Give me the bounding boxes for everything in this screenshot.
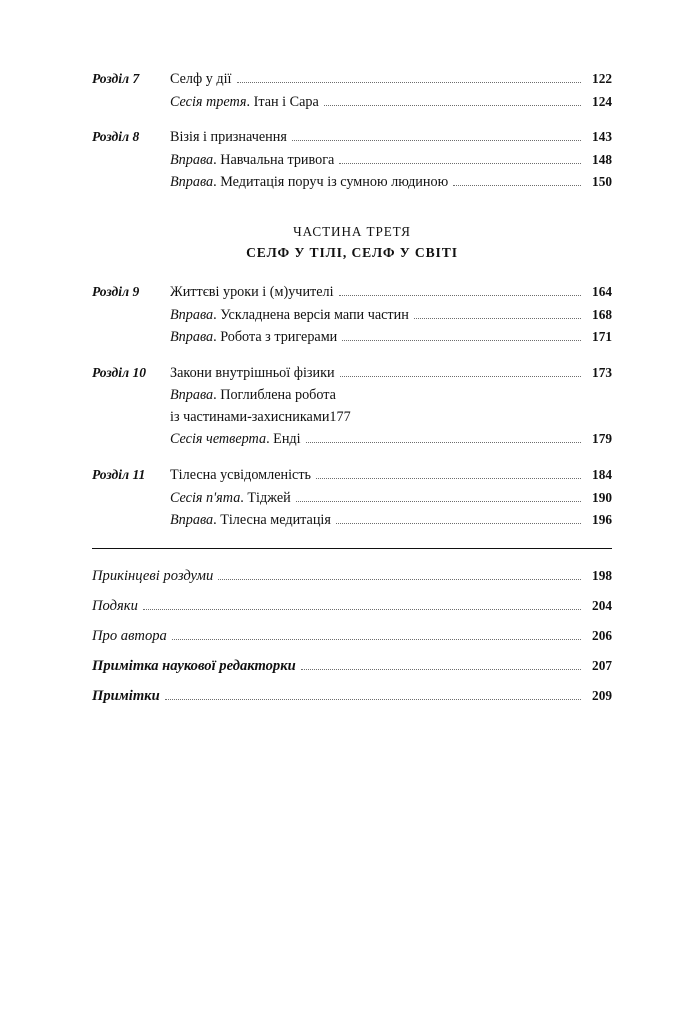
section-divider bbox=[92, 548, 612, 549]
chapter-number: Розділ 11 bbox=[92, 467, 146, 483]
part-heading-line1: ЧАСТИНА ТРЕТЯ bbox=[293, 223, 411, 239]
subentry-rest: . Тіджей bbox=[240, 489, 291, 506]
chapter-title: Селф у дії bbox=[170, 71, 232, 87]
subentry-emphasis: Вправа bbox=[170, 512, 214, 529]
page-number: 179 bbox=[592, 431, 612, 447]
toc-chapter-row bbox=[92, 362, 612, 385]
back-matter-row bbox=[92, 561, 612, 591]
part-heading bbox=[92, 224, 612, 261]
leader-dots bbox=[301, 669, 581, 670]
subentry-emphasis: Вправа bbox=[170, 174, 214, 191]
leader-dots bbox=[296, 501, 581, 502]
leader-dots bbox=[143, 609, 581, 610]
leader-dots bbox=[316, 478, 581, 479]
page-number: 207 bbox=[592, 657, 612, 673]
toc-group-chapter-7 bbox=[92, 68, 612, 113]
subentry-rest: . Медитація поруч із сумною людиною bbox=[213, 174, 449, 191]
chapter-title: Закони внутрішньої фізики bbox=[170, 364, 335, 381]
leader-dots bbox=[336, 523, 581, 524]
leader-dots bbox=[340, 376, 581, 377]
toc-group-chapter-9 bbox=[92, 281, 612, 349]
back-matter-row bbox=[92, 651, 612, 681]
toc-subentry-row bbox=[92, 509, 612, 532]
toc-subentry-row bbox=[92, 384, 612, 428]
toc-chapter-row bbox=[92, 281, 612, 304]
toc-chapter-row bbox=[92, 464, 612, 487]
page-number: 168 bbox=[592, 306, 612, 322]
leader-dots bbox=[218, 579, 581, 580]
chapter-number: Розділ 9 bbox=[92, 283, 140, 299]
subentry-emphasis: Сесія п'ята bbox=[170, 489, 241, 506]
page-number: 206 bbox=[592, 627, 612, 643]
subentry-label bbox=[170, 428, 301, 451]
page-number: 171 bbox=[592, 329, 612, 345]
page-number: 164 bbox=[592, 283, 612, 299]
subentry-rest: . Навчальна тривога bbox=[213, 151, 335, 168]
subentry-emphasis: Вправа bbox=[170, 151, 214, 168]
subentry-emphasis: Вправа bbox=[170, 306, 214, 323]
leader-dots bbox=[453, 185, 581, 186]
subentry-emphasis: Сесія четверта bbox=[170, 431, 267, 448]
leader-dots bbox=[342, 340, 581, 341]
leader-dots bbox=[172, 639, 581, 640]
subentry-label bbox=[170, 304, 409, 327]
leader-dots bbox=[339, 163, 581, 164]
subentry-label bbox=[170, 171, 448, 194]
toc-chapter-row bbox=[92, 68, 612, 91]
chapter-title: Тілесна усвідомленість bbox=[170, 467, 312, 484]
toc-subentry-row bbox=[92, 487, 612, 510]
subentry-label bbox=[170, 487, 291, 510]
chapter-number: Розділ 8 bbox=[92, 129, 140, 145]
toc-subentry-row bbox=[92, 149, 612, 172]
subentry-rest: . Ітан і Сара bbox=[246, 93, 319, 110]
chapter-number: Розділ 10 bbox=[92, 364, 147, 380]
page-number: 184 bbox=[592, 467, 612, 483]
subentry-label bbox=[170, 509, 331, 532]
leader-dots bbox=[339, 295, 581, 296]
chapter-title: Візія і призначення bbox=[170, 129, 287, 146]
toc-subentry-row bbox=[92, 326, 612, 349]
subentry-rest: . Енді bbox=[266, 431, 301, 448]
back-matter-row bbox=[92, 681, 612, 711]
page-number: 190 bbox=[592, 489, 612, 505]
subentry-rest: . Робота з тригерами bbox=[213, 329, 338, 346]
page-number: 124 bbox=[592, 93, 612, 109]
page-number: 150 bbox=[592, 174, 612, 190]
page-number: 198 bbox=[592, 567, 612, 583]
back-matter-row bbox=[92, 591, 612, 621]
subentry-emphasis: Вправа bbox=[170, 329, 214, 346]
toc-group-chapter-8 bbox=[92, 126, 612, 194]
leader-dots bbox=[165, 699, 581, 700]
toc-subentry-row bbox=[92, 171, 612, 194]
leader-dots bbox=[292, 140, 581, 141]
subentry-rest: . Тілесна медитація bbox=[213, 512, 331, 529]
back-matter-label: Примітка наукової редакторки bbox=[92, 657, 296, 674]
toc-chapter-row bbox=[92, 126, 612, 149]
subentry-emphasis: Сесія третя bbox=[170, 93, 247, 110]
toc-group-chapter-11 bbox=[92, 464, 612, 532]
subentry-continuation: із частинами-захисниками bbox=[170, 408, 330, 425]
back-matter-label: Про автора bbox=[92, 627, 167, 644]
table-of-contents bbox=[92, 68, 612, 711]
subentry-line2 bbox=[170, 407, 612, 429]
back-matter-label: Прикінцеві роздуми bbox=[92, 567, 214, 584]
subentry-line1 bbox=[170, 384, 612, 407]
subentry-emphasis: Вправа bbox=[170, 387, 214, 404]
subentry-rest: . Поглиблена робота bbox=[213, 387, 336, 404]
page-number: 204 bbox=[592, 597, 612, 613]
page-number: 122 bbox=[592, 71, 612, 86]
subentry-label bbox=[170, 149, 334, 172]
back-matter-label: Примітки bbox=[92, 687, 160, 704]
page-number: 177 bbox=[329, 408, 351, 425]
page-number: 173 bbox=[592, 364, 612, 380]
page-number: 196 bbox=[592, 512, 612, 528]
subentry-label bbox=[170, 326, 337, 349]
part-heading-line2: СЕЛФ У ТІЛІ, СЕЛФ У СВІТІ bbox=[246, 244, 458, 260]
subentry-label bbox=[170, 91, 319, 114]
page-number: 209 bbox=[592, 687, 612, 703]
subentry-rest: . Ускладнена версія мапи частин bbox=[213, 306, 409, 323]
back-matter-row bbox=[92, 621, 612, 651]
back-matter-list bbox=[92, 561, 612, 711]
toc-subentry-row bbox=[92, 428, 612, 451]
leader-dots bbox=[306, 442, 581, 443]
leader-dots bbox=[414, 318, 581, 319]
page-number: 148 bbox=[592, 151, 612, 167]
chapter-number: Розділ 7 bbox=[92, 71, 140, 86]
chapter-title: Життєві уроки і (м)учителі bbox=[170, 283, 334, 300]
subentry-label bbox=[170, 387, 336, 403]
toc-subentry-row bbox=[92, 91, 612, 114]
toc-subentry-row bbox=[92, 304, 612, 327]
leader-dots bbox=[324, 105, 581, 106]
toc-group-chapter-10 bbox=[92, 362, 612, 451]
page-number: 143 bbox=[592, 129, 612, 145]
back-matter-label: Подяки bbox=[92, 597, 138, 614]
leader-dots bbox=[237, 82, 582, 83]
